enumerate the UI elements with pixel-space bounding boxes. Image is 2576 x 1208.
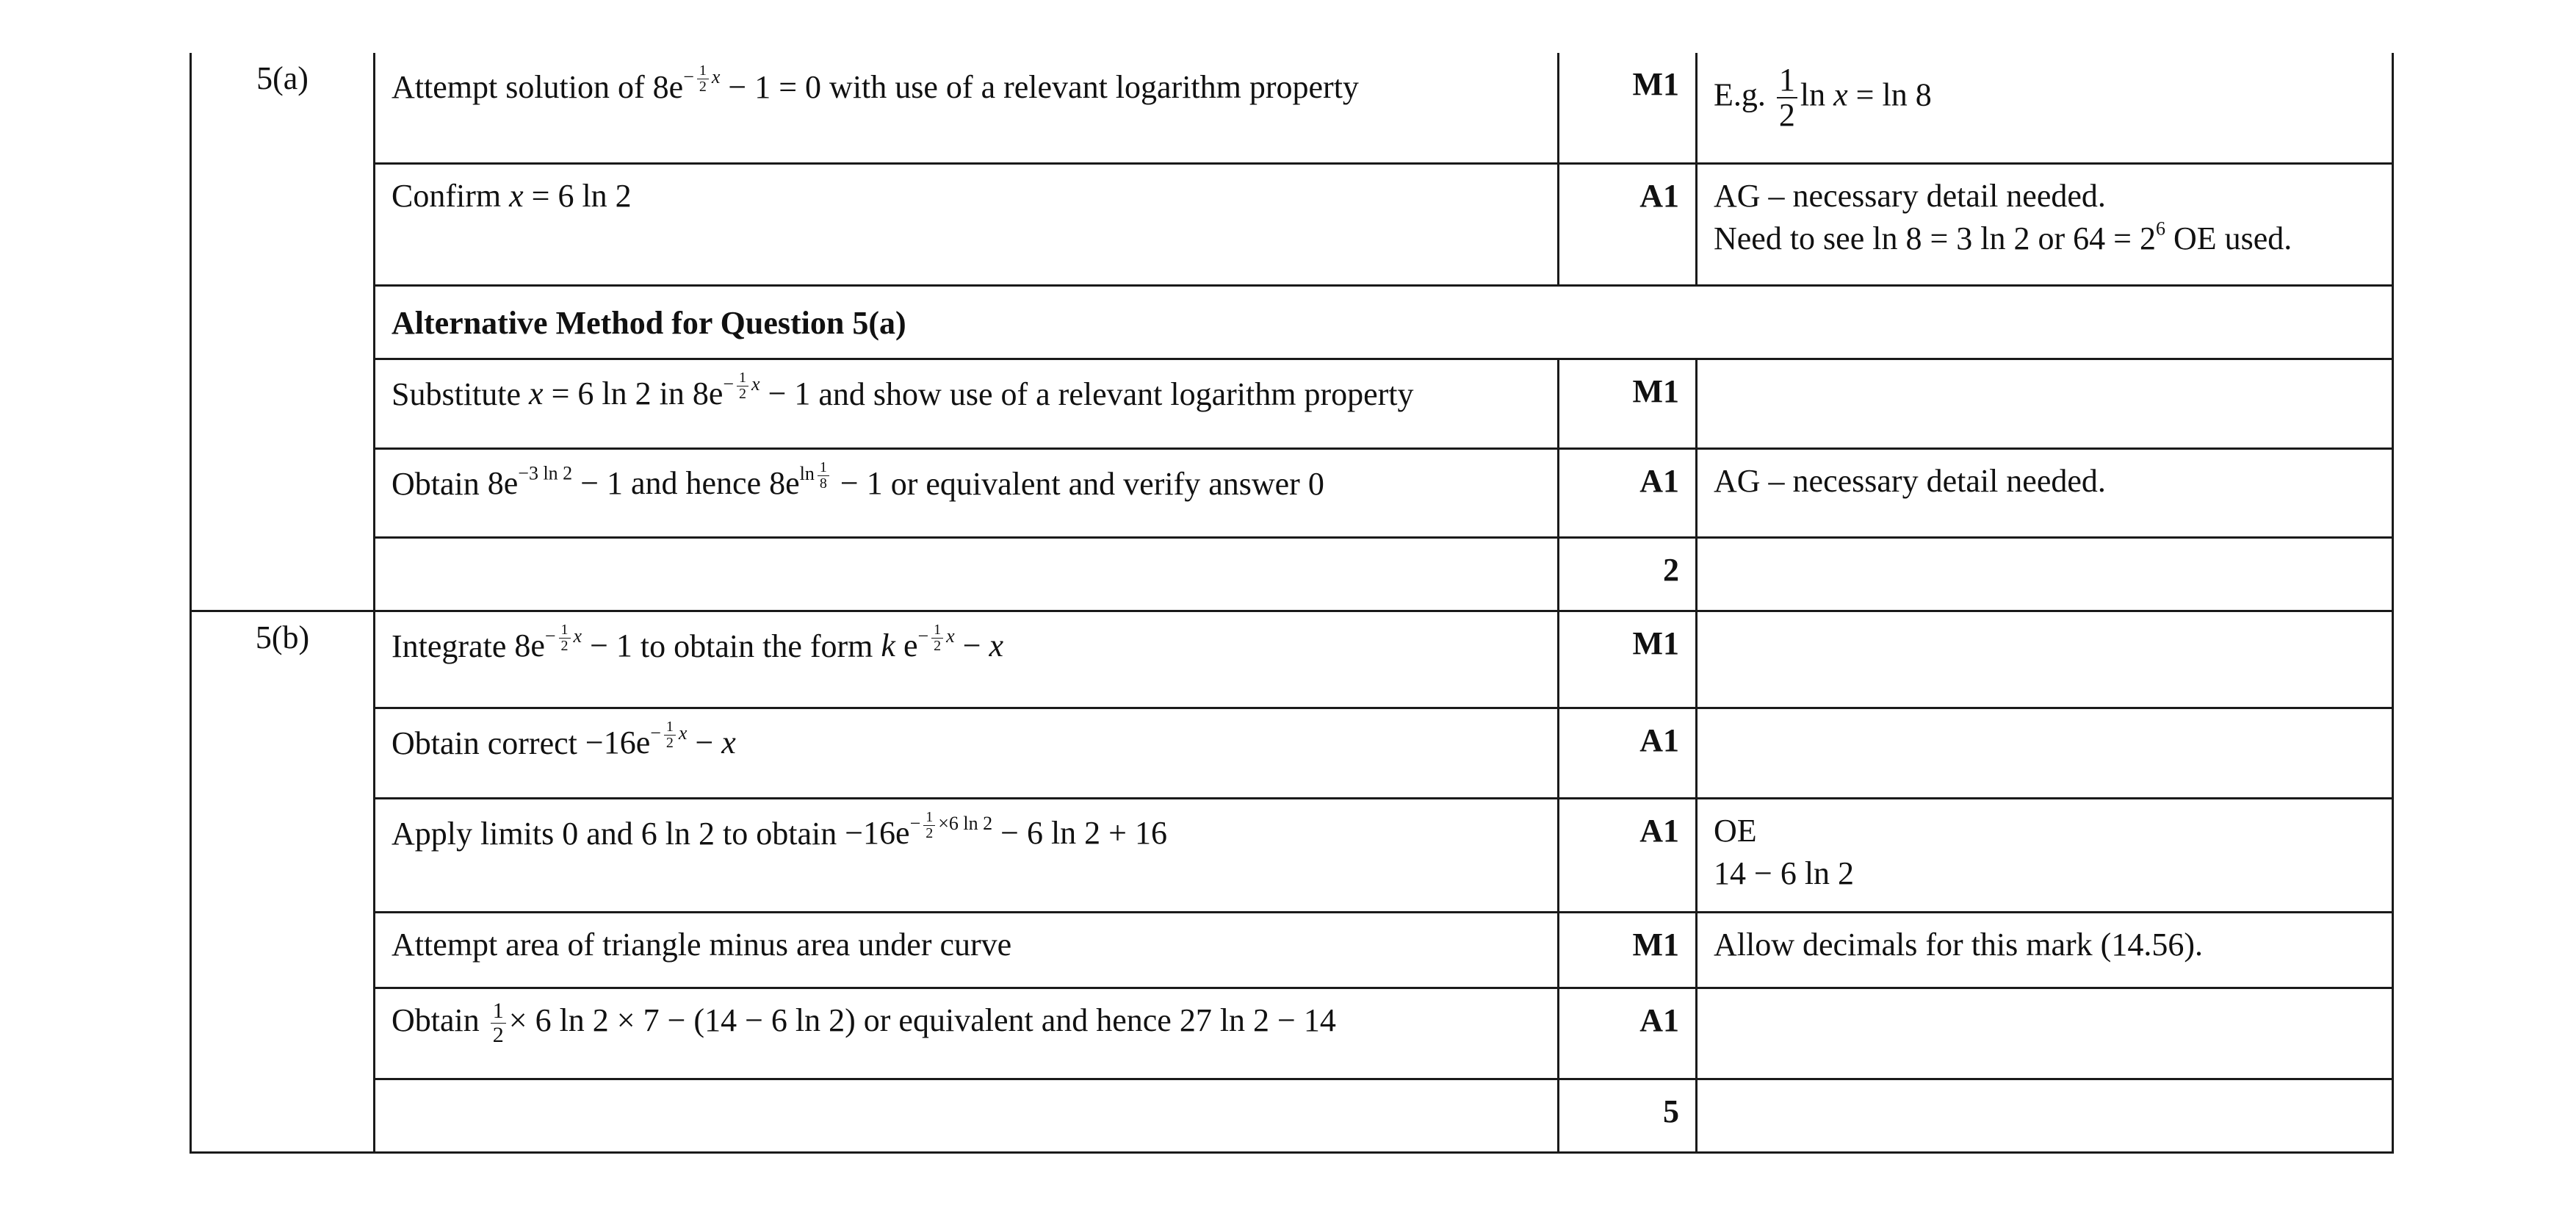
question-number-5b: 5(b) (191, 611, 375, 1152)
table-row (191, 537, 2393, 611)
table-row (191, 708, 2393, 798)
answer-cell: Attempt solution of $8e^{- \frac{1}{2} x} - 1 = 0$ with use of a relevant logarithm property (375, 53, 1559, 163)
mark-code: A1 (1559, 448, 1697, 537)
fraction-half: $\frac{1}{2}$ (1777, 63, 1797, 132)
mark-code: M1 (1559, 611, 1697, 708)
table-row (191, 448, 2393, 537)
equation: x = 6 ln 2 in $8e^{- \frac{1}{2} x} - 1$ (529, 369, 811, 412)
answer-cell: Obtain correct $-16e^{- \frac{1}{2} x} - x$ (375, 708, 1559, 798)
table-row (191, 163, 2393, 285)
answer-cell: Integrate $8e^{- \frac{1}{2} x} - 1$ to obtain the form k $e^{- \frac{1}{2} x} - x$ (375, 611, 1559, 708)
answer-cell: Attempt area of triangle minus area under curve (375, 912, 1559, 988)
table-row (191, 611, 2393, 708)
table-row (191, 285, 2393, 359)
mark-code: A1 (1559, 163, 1697, 285)
mark-code: A1 (1559, 708, 1697, 798)
equation: $8e^{- \frac{1}{2} x} - 1 = 0$ (652, 62, 822, 105)
guidance-cell (1697, 708, 2393, 798)
answer-cell: Obtain $\frac{1}{2}$ × 6 ln 2 × 7 − (14 − 6 ln 2) or equivalent and hence 27 ln 2 − 14 (375, 988, 1559, 1079)
answer-cell: Apply limits 0 and 6 ln 2 to obtain $-16e^{- \frac{1}{2} \times 6 ln 2} - 6$ ln 2 + 16 (375, 798, 1559, 912)
guidance-cell: AG – necessary detail needed. Need to see ln 8 = 3 ln 2 or $64 = 2^6$ OE used. (1697, 163, 2393, 285)
guidance-cell (1697, 988, 2393, 1079)
equation: $-16e^{- \frac{1}{2} \times 6 ln 2} - 6$ ln 2 + 16 (845, 808, 1167, 852)
answer-cell: Obtain $8e^{-3 ln 2} - 1$ and hence $8e^{ln \frac{1}{8}}$ − 1 or equivalent and verify answer 0 (375, 448, 1559, 537)
table-row (191, 1079, 2393, 1152)
table-row (191, 912, 2393, 988)
equation: $8e^{-3 ln 2} - 1$ and hence $8e^{ln \frac{1}{8}}$ − 1 (487, 459, 883, 502)
answer-cell (375, 1079, 1559, 1152)
table-row (191, 988, 2393, 1079)
mark-code: M1 (1559, 359, 1697, 448)
guidance-cell: AG – necessary detail needed. (1697, 448, 2393, 537)
alternative-method-heading: Alternative Method for Question 5(a) (375, 285, 2393, 359)
mark-code: M1 (1559, 912, 1697, 988)
total-marks-5a: 2 (1559, 537, 1697, 611)
equation: x = 6 ln 2 (509, 177, 632, 214)
table-row (191, 798, 2393, 912)
guidance-cell: Allow decimals for this mark (14.56). (1697, 912, 2393, 988)
equation: $\frac{1}{2}$ × 6 ln 2 × 7 − (14 − 6 ln 2) (488, 1002, 856, 1038)
mark-scheme-table (190, 53, 2394, 1154)
guidance-cell (1697, 359, 2393, 448)
table-row (191, 53, 2393, 163)
answer-cell (375, 537, 1559, 611)
equation: 6 ln 2 (641, 815, 715, 852)
answer-cell: Confirm x = 6 ln 2 (375, 163, 1559, 285)
total-marks-5b: 5 (1559, 1079, 1697, 1152)
equation: 27 ln 2 − 14 (1179, 1002, 1336, 1038)
table-row (191, 359, 2393, 448)
equation: k $e^{- \frac{1}{2} x} - x$ (881, 621, 1004, 664)
guidance-cell (1697, 1079, 2393, 1152)
guidance-cell: OE 14 − 6 ln 2 (1697, 798, 2393, 912)
mark-code: M1 (1559, 53, 1697, 163)
equation: $8e^{- \frac{1}{2} x} - 1$ (514, 621, 632, 664)
guidance-cell: E.g. $\frac{1}{2}$ ln x = ln 8 (1697, 53, 2393, 163)
mark-code: A1 (1559, 988, 1697, 1079)
guidance-cell (1697, 537, 2393, 611)
answer-cell: Substitute x = 6 ln 2 in $8e^{- \frac{1}{2} x} - 1$ and show use of a relevant logarithm property (375, 359, 1559, 448)
mark-code: A1 (1559, 798, 1697, 912)
question-number-5a: 5(a) (191, 53, 375, 611)
equation: $-16e^{- \frac{1}{2} x} - x$ (585, 718, 736, 761)
guidance-cell (1697, 611, 2393, 708)
